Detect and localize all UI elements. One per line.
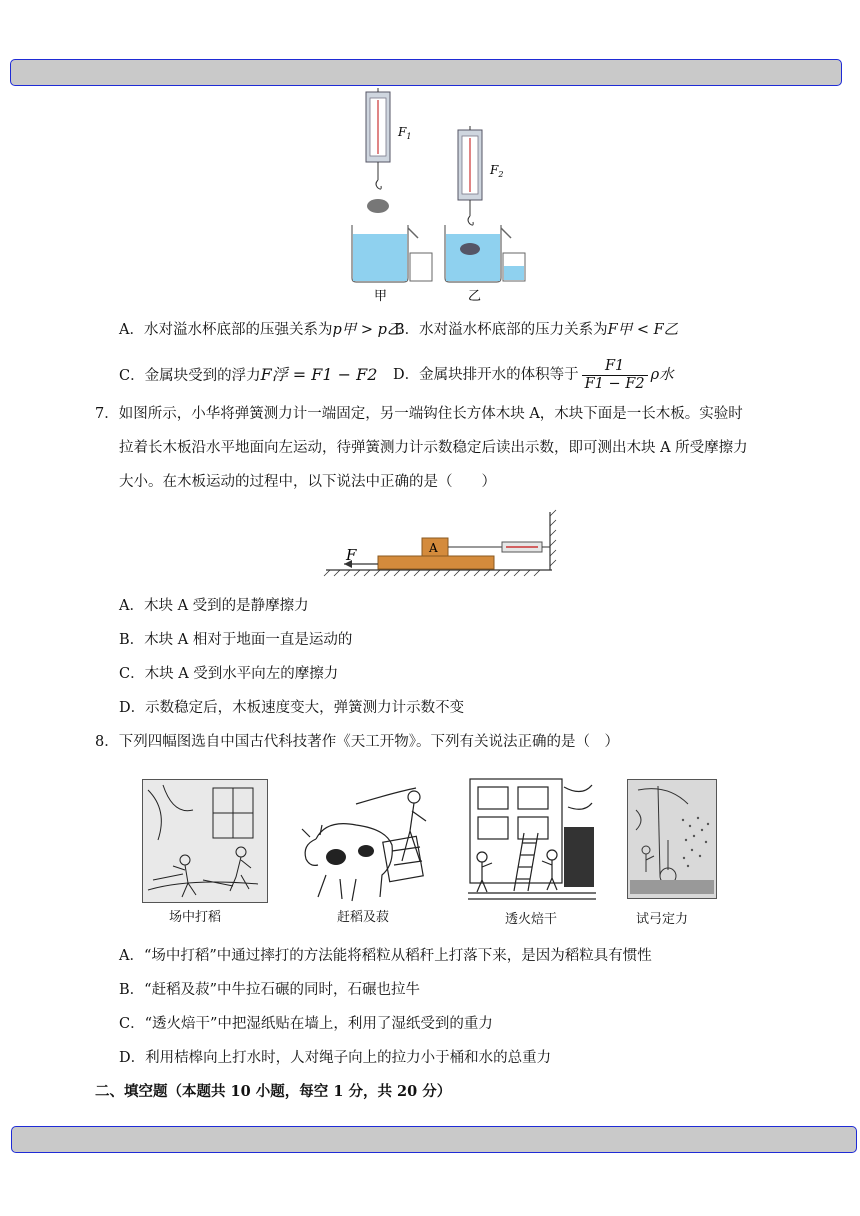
section-2-heading: 二、填空题（本题共 10 小题，每空 1 分，共 20 分） (95, 1083, 452, 1100)
q6-option-c-equation: F浮 = F1 − F2 (260, 365, 378, 384)
illustration-bow-test (627, 779, 717, 899)
f1-label: $F_1$ (398, 125, 412, 141)
q7-option-b: B．木块 A 相对于地面一直是运动的 (119, 632, 353, 648)
q6-option-b-relation: F甲 < F乙 (607, 322, 679, 338)
caption-bow-test: 试弓定力 (636, 912, 689, 927)
illustration-paper-drying (468, 777, 596, 903)
q8-option-c: C．“透火焙干”中把湿纸贴在墙上，利用了湿纸受到的重力 (119, 1016, 493, 1032)
q7-option-c: C．木块 A 受到水平向左的摩擦力 (119, 666, 339, 682)
q7-option-d: D．示数稳定后，木板速度变大，弹簧测力计示数不变 (119, 700, 465, 716)
q8-option-d: D．利用桔槔向上打水时，人对绳子向上的拉力小于桶和水的总重力 (119, 1050, 552, 1066)
illustration-ox-roller (296, 779, 442, 903)
q6-option-d: D．金属块排开水的体积等于 $\frac{F1}{F1 - F2}$ ρ水 (393, 357, 674, 392)
footer-bar (11, 1126, 857, 1153)
label-jia: 甲 (374, 289, 388, 303)
caption-paper-drying: 透火焙干 (505, 912, 558, 927)
q7-stem-line3: 大小。在木板运动的过程中，以下说法中正确的是（ ） (119, 474, 496, 490)
caption-threshing: 场中打稻 (169, 910, 222, 925)
q8-option-a: A．“场中打稻”中通过摔打的方法能将稻粒从稻秆上打落下来，是因为稻粒具有惯性 (119, 948, 652, 964)
q6-option-c: C．金属块受到的浮力F浮 = F1 − F2 (119, 365, 378, 384)
label-yi: 乙 (468, 289, 482, 303)
q8-option-b: B．“赶稻及菽”中牛拉石碾的同时，石碾也拉牛 (119, 982, 420, 998)
force-f-label: F (346, 546, 357, 564)
q7-option-a: A．木块 A 受到的是静摩擦力 (119, 598, 309, 614)
q7-stem-line1: 7．如图所示，小华将弹簧测力计一端固定，另一端钩住长方体木块 A，木块下面是一长木板。实验时 (95, 406, 743, 422)
q6-option-b: B．水对溢水杯底部的压力关系为F甲 < F乙 (394, 322, 679, 338)
block-a-label: A (429, 541, 438, 555)
q6-option-d-fraction: $\frac{F1}{F1 - F2}$ (582, 358, 648, 393)
f2-label: $F_2$ (490, 163, 504, 179)
q6-option-a-relation: p甲 > p乙 (332, 322, 402, 338)
caption-ox-roller: 赶稻及菽 (337, 910, 390, 925)
header-bar (10, 59, 842, 86)
q7-stem-line2: 拉着长木板沿水平地面向左运动，待弹簧测力计示数稳定后读出示数，即可测出木块 A 所受摩擦力 (119, 440, 748, 456)
q8-stem: 8．下列四幅图选自中国古代科技著作《天工开物》。下列有关说法正确的是（ ） (95, 734, 619, 750)
illustration-threshing (142, 779, 268, 903)
q6-option-a: A．水对溢水杯底部的压强关系为p甲 > p乙 (119, 322, 402, 338)
spring-scale-figure (340, 88, 540, 303)
friction-figure (322, 508, 562, 580)
